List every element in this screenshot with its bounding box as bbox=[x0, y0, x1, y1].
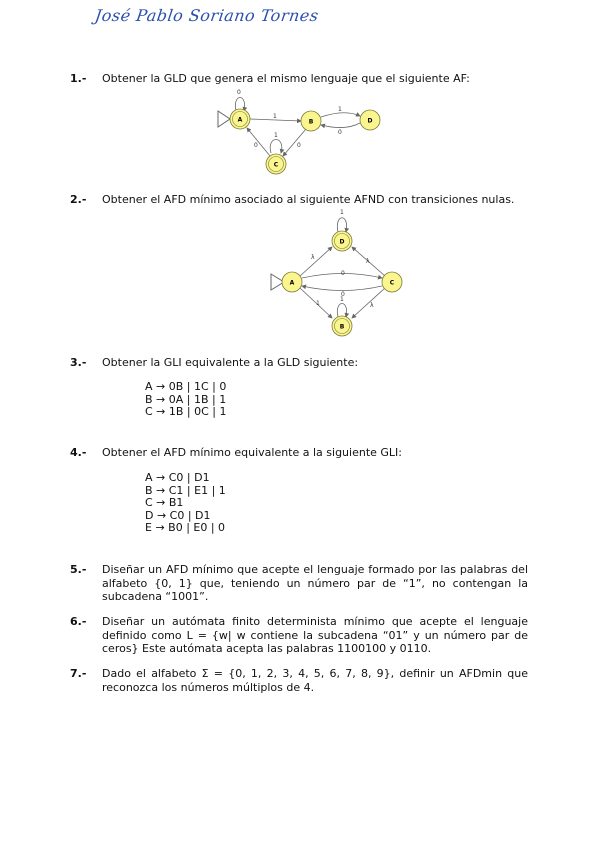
label-c-d: λ bbox=[366, 258, 370, 265]
grammar-rule: A → C0 | D1 bbox=[145, 471, 210, 484]
state-b-label: B bbox=[308, 118, 314, 126]
edge-b-d bbox=[321, 113, 360, 117]
label-a-b: 1 bbox=[273, 113, 277, 120]
label-b-c: 0 bbox=[297, 142, 301, 149]
question-number: 7.- bbox=[70, 667, 87, 680]
edge-b-c bbox=[283, 129, 306, 156]
label-c-b: λ bbox=[370, 302, 374, 309]
label-a-loop: 0 bbox=[237, 89, 241, 96]
question-number: 5.- bbox=[70, 563, 87, 576]
label-a-c: 0 bbox=[341, 270, 345, 277]
question-text: Diseñar un AFD mínimo que acepte el lenguaje formado por las palabras del alfabeto {0, 1} que, teniendo un número par de “1”, no contengan la subcadena “1001”. bbox=[102, 563, 528, 603]
state-b-label: B bbox=[339, 323, 345, 331]
question-number: 2.- bbox=[70, 193, 87, 206]
state-a-label: A bbox=[289, 279, 295, 287]
label-a-b: 1 bbox=[316, 300, 320, 307]
state-a-label: A bbox=[237, 116, 243, 124]
grammar-rule: C → B1 bbox=[145, 496, 184, 509]
state-d-label: D bbox=[367, 117, 373, 125]
label-c-a: 0 bbox=[254, 142, 258, 149]
question-number: 1.- bbox=[70, 72, 87, 85]
state-c-label: C bbox=[389, 279, 395, 287]
grammar-rule: B → C1 | E1 | 1 bbox=[145, 483, 226, 497]
question-text: Diseñar un autómata finito determinista mínimo que acepte el lenguaje definido como L = {w| w contiene la subcadena “01” y un número par de ceros} Este autómata acepta las palabras 1100100 y 0110. bbox=[102, 615, 528, 655]
automaton-diagram-2 bbox=[268, 207, 413, 337]
grammar-rule: A → 0B | 1C | 0 bbox=[145, 380, 227, 393]
student-signature: José Pablo Soriano Tornes bbox=[93, 6, 320, 25]
question-text: Obtener el AFD mínimo asociado al siguiente AFND con transiciones nulas. bbox=[102, 193, 515, 206]
edge-d-b bbox=[321, 123, 360, 128]
edge-c-b bbox=[352, 288, 385, 318]
question-number: 4.- bbox=[70, 446, 87, 459]
state-c-label: C bbox=[273, 161, 279, 169]
question-text: Obtener la GLD que genera el mismo lenguaje que el siguiente AF: bbox=[102, 72, 470, 85]
question-text: Obtener el AFD mínimo equivalente a la siguiente GLI: bbox=[102, 446, 403, 459]
automaton-diagram-1 bbox=[210, 85, 390, 180]
label-b-d: 1 bbox=[338, 106, 342, 113]
initial-state-arrow bbox=[218, 111, 230, 127]
grammar-rule: C → 1B | 0C | 1 bbox=[145, 405, 227, 418]
grammar-3 bbox=[145, 381, 227, 419]
state-d-label: D bbox=[339, 238, 345, 246]
edge-c-loop bbox=[270, 140, 282, 154]
edge-d-loop bbox=[337, 218, 346, 232]
grammar-rule: B → 0A | 1B | 1 bbox=[145, 392, 227, 406]
label-c-loop: 1 bbox=[274, 132, 278, 139]
grammar-4 bbox=[145, 472, 226, 535]
label-d-b: 0 bbox=[338, 129, 342, 136]
question-number: 3.- bbox=[70, 356, 87, 369]
label-c-a: 0 bbox=[341, 291, 345, 298]
question-text: Dado el alfabeto Σ = {0, 1, 2, 3, 4, 5, 6, 7, 8, 9}, definir un AFDmin que reconozca los números múltiplos de 4. bbox=[102, 667, 528, 694]
question-text: Obtener la GLI equivalente a la GLD siguiente: bbox=[102, 356, 359, 369]
edge-a-d bbox=[300, 247, 332, 276]
edge-c-a bbox=[302, 286, 382, 291]
label-a-d: λ bbox=[311, 254, 315, 261]
edge-c-a bbox=[247, 128, 270, 156]
grammar-rule: D → C0 | D1 bbox=[145, 508, 211, 522]
edge-b-loop bbox=[337, 304, 346, 318]
label-d-loop: 1 bbox=[340, 209, 344, 216]
question-number: 6.- bbox=[70, 615, 87, 628]
label-b-loop: 1 bbox=[340, 296, 344, 303]
grammar-rule: E → B0 | E0 | 0 bbox=[145, 521, 226, 534]
